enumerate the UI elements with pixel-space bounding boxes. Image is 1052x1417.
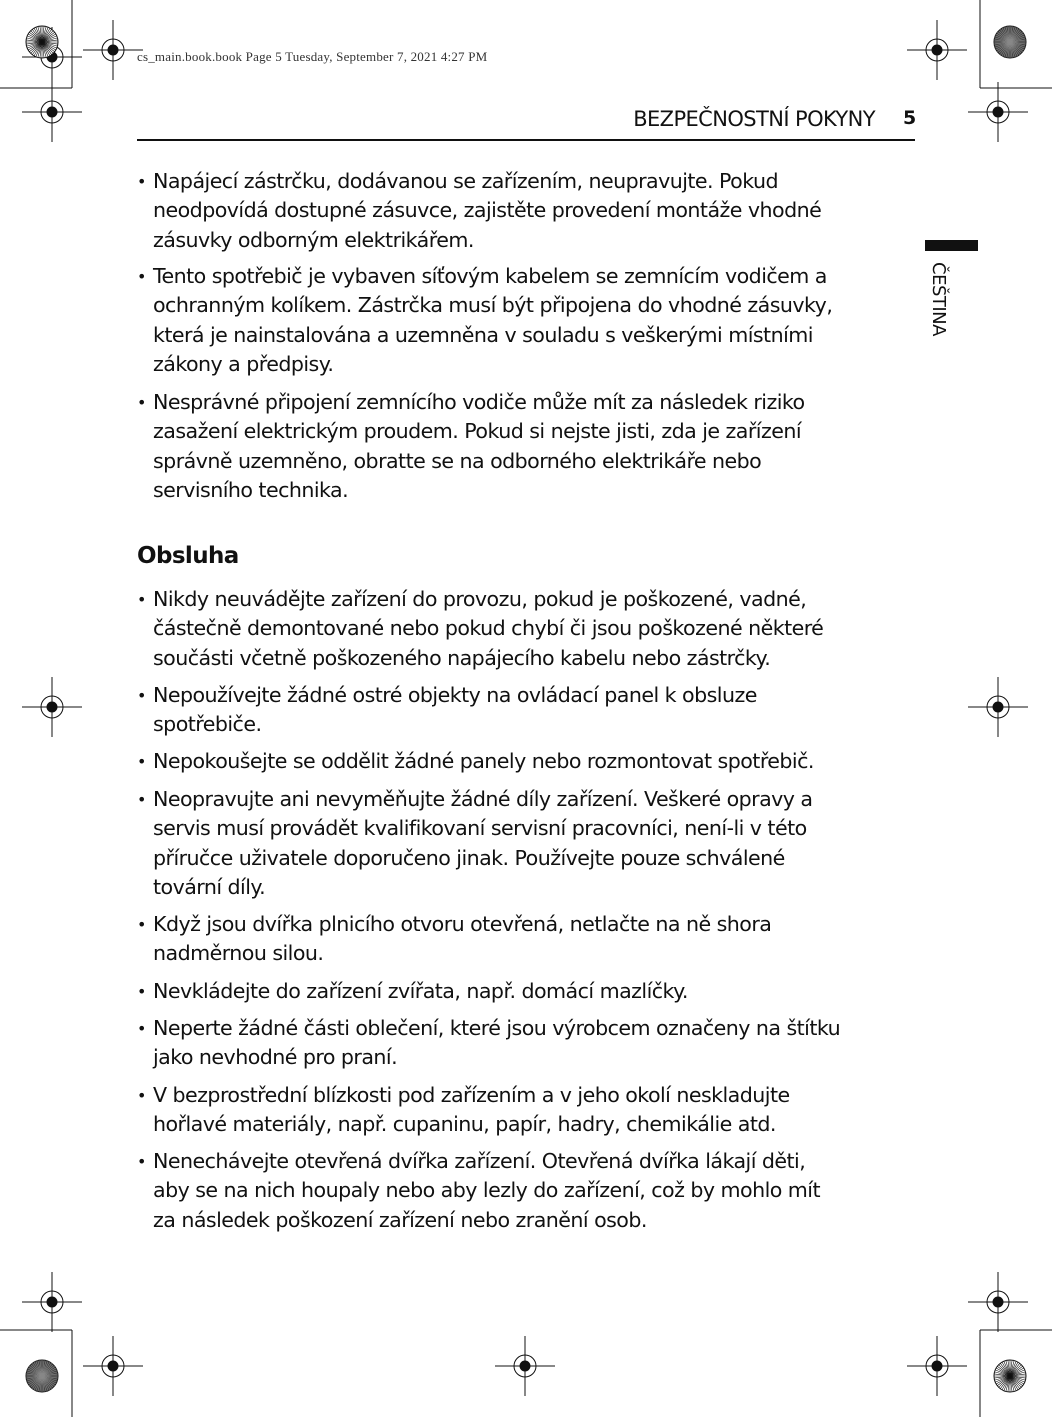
bullet-text-line: Neperte žádné části oblečení, které jsou výrobcem označeny na štítku [153, 1016, 841, 1040]
bullet-text-line: jako nevhodné pro praní. [153, 1045, 398, 1070]
bullet-text-line: příručce uživatele doporučeno jinak. Používejte pouze schválené [153, 845, 785, 870]
bullet-text-line: správně uzemněno, obratte se na odborného elektrikáře nebo [153, 448, 762, 473]
bullet-text-line: V bezprostřední blízkosti pod zařízením a v jeho okolí neskladujte [153, 1083, 790, 1107]
bullet-text-line: Tento spotřebič je vybaven síťovým kabelem se zemnícím vodičem a [153, 264, 827, 288]
bullet-item [137, 1014, 927, 1073]
bullet-text-line: Nesprávné připojení zemnícího vodiče může mít za následek riziko [153, 390, 805, 414]
bullet-item [137, 977, 927, 1006]
bullet-dot: • [137, 393, 147, 412]
bullet-item [137, 747, 927, 776]
bullet-dot: • [137, 915, 147, 934]
bullet-item [137, 1081, 927, 1140]
print-metadata: cs_main.book.book Page 5 Tuesday, September 7, 2021 4:27 PM [137, 49, 488, 64]
language-tab-label: ČEŠTINA [928, 262, 949, 336]
bullet-text-line: Napájecí zástrčku, dodávanou se zařízením, neupravujte. Pokud [153, 169, 778, 193]
bullet-text-line: neodpovídá dostupné zásuvce, zajistěte provedení montáže vhodné [153, 198, 822, 223]
bullet-text-line: Nepokoušejte se oddělit žádné panely nebo rozmontovat spotřebič. [153, 749, 814, 773]
page-number: 5 [903, 107, 917, 129]
bullet-text-line: Nenechávejte otevřená dvířka zařízení. Otevřená dvířka lákají děti, [153, 1149, 806, 1173]
bullet-item [137, 681, 927, 740]
bullet-text-line: zásuvky odborným elektrikářem. [153, 227, 474, 252]
bullet-dot: • [137, 1152, 147, 1171]
bullet-text-line: Neopravujte ani nevyměňujte žádné díly zařízení. Veškeré opravy a [153, 787, 813, 811]
bullet-item [137, 262, 927, 379]
bullet-dot: • [137, 267, 147, 286]
bullet-text-line: zákony a předpisy. [153, 351, 334, 376]
bullet-text-line: Nikdy neuvádějte zařízení do provozu, pokud je poškozené, vadné, [153, 587, 807, 611]
bullet-text-line: servis musí provádět kvalifikovaní servisní pracovníci, není-li v této [153, 816, 807, 841]
bullet-item [137, 585, 927, 673]
bullet-text-line: servisního technika. [153, 477, 349, 502]
bullet-dot: • [137, 752, 147, 771]
bullet-dot: • [137, 590, 147, 609]
bullet-item [137, 785, 927, 902]
running-header-title: BEZPEČNOSTNÍ POKYNY [633, 107, 875, 131]
bullet-dot: • [137, 790, 147, 809]
bullet-dot: • [137, 686, 147, 705]
bullet-item [137, 167, 927, 255]
bullet-dot: • [137, 1086, 147, 1105]
bullet-dot: • [137, 1019, 147, 1038]
language-tab-bar [925, 240, 978, 251]
bullet-text-line: částečně demontované nebo pokud chybí či jsou poškozené některé [153, 616, 824, 641]
bullet-item [137, 910, 927, 969]
bullet-text-line: tovární díly. [153, 874, 266, 899]
bullet-text-line: ochranným kolíkem. Zástrčka musí být připojena do vhodné zásuvky, [153, 293, 833, 318]
bullet-text-line: Nepoužívejte žádné ostré objekty na ovládací panel k obsluze [153, 683, 757, 707]
bullet-text-line: nadměrnou silou. [153, 941, 324, 966]
bullet-text-line: hořlavé materiály, např. cupaninu, papír, hadry, chemikálie atd. [153, 1112, 776, 1137]
bullet-item [137, 1147, 927, 1235]
section-heading: Obsluha [137, 543, 239, 569]
bullet-text-line: Nevkládejte do zařízení zvířata, např. domácí mazlíčky. [153, 979, 688, 1003]
header-rule [137, 139, 915, 141]
bullet-dot: • [137, 982, 147, 1001]
bullet-text-line: zasažení elektrickým proudem. Pokud si nejste jisti, zda je zařízení [153, 419, 801, 444]
bullet-dot: • [137, 172, 147, 191]
bullet-text-line: za následek poškození zařízení nebo zranění osob. [153, 1207, 647, 1232]
bullet-text-line: součásti včetně poškozeného napájecího kabelu nebo zástrčky. [153, 645, 771, 670]
bullet-text-line: Když jsou dvířka plnicího otvoru otevřená, netlačte na ně shora [153, 912, 772, 936]
bullet-text-line: spotřebiče. [153, 712, 262, 737]
bullet-text-line: aby se na nich houpaly nebo aby lezly do zařízení, což by mohlo mít [153, 1178, 821, 1203]
bullet-item [137, 388, 927, 505]
bullet-text-line: která je nainstalována a uzemněna v souladu s veškerými místními [153, 322, 813, 347]
